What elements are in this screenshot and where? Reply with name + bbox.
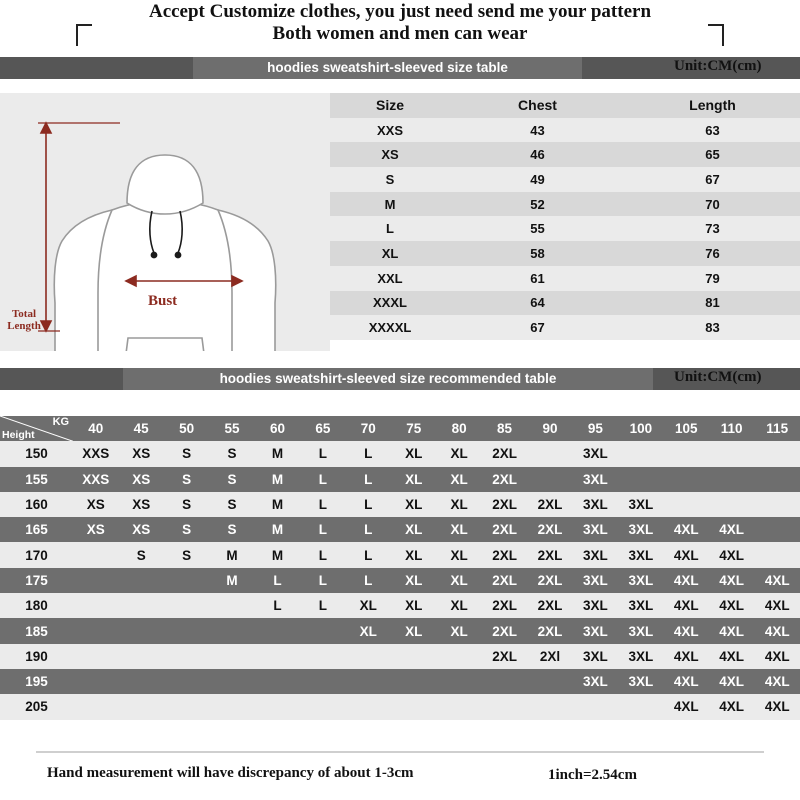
cell-length: 83	[705, 320, 720, 336]
size-cell: XL	[450, 547, 468, 563]
size-cell: XL	[405, 547, 423, 563]
weight-header: 50	[164, 416, 209, 441]
size-cell: XL	[450, 623, 468, 639]
size-cell: XS	[86, 522, 105, 538]
cell-length: 63	[705, 122, 720, 138]
size-cell: 4XL	[764, 648, 790, 664]
size-cell	[164, 618, 209, 643]
size-cell: L	[273, 572, 282, 588]
size-cell: 2XL	[492, 446, 517, 462]
size-cell: S	[182, 547, 192, 563]
size-cell	[709, 441, 754, 466]
recommended-header-row	[0, 416, 800, 441]
size-table-header-chest: Chest	[518, 97, 557, 114]
size-cell	[527, 694, 572, 719]
size-cell: 3XL	[583, 623, 608, 639]
recommended-size-table	[0, 416, 800, 720]
size-cell: L	[364, 522, 373, 538]
size-cell	[209, 618, 254, 643]
weight-header: 80	[436, 416, 481, 441]
size-cell	[391, 694, 436, 719]
weight-header: 65	[300, 416, 345, 441]
size-cell	[255, 694, 300, 719]
cell-chest: 52	[530, 196, 545, 212]
size-cell: S	[227, 446, 237, 462]
table-row	[330, 118, 800, 143]
weight-header: 70	[346, 416, 391, 441]
size-cell: 3XL	[628, 598, 654, 614]
corner-height-label: Height	[2, 429, 35, 442]
size-cell: M	[271, 522, 284, 538]
size-cell: 2XL	[492, 598, 517, 614]
table-row	[0, 542, 800, 567]
bust-label: Bust	[148, 293, 178, 309]
table-row	[330, 291, 800, 316]
weight-header: 90	[527, 416, 572, 441]
measurement-disclaimer: Hand measurement will have discrepancy of about 1-3cm	[47, 765, 414, 781]
size-cell: 4XL	[764, 674, 790, 690]
size-cell: 2XL	[537, 572, 563, 588]
size-cell	[300, 669, 345, 694]
size-cell	[73, 542, 118, 567]
size-cell	[73, 593, 118, 618]
section2-unit-label: Unit:CM(cm)	[674, 369, 762, 385]
size-cell: 4XL	[673, 572, 699, 588]
size-cell: XS	[132, 471, 151, 487]
size-cell: 3XL	[628, 572, 654, 588]
size-table-header-size: Size	[375, 97, 404, 114]
table-row	[0, 644, 800, 669]
hoodie-drawing	[0, 93, 330, 351]
table-row	[330, 192, 800, 217]
size-cell: 3XL	[628, 497, 654, 513]
header-bracket-left	[76, 24, 92, 46]
size-cell: M	[226, 547, 238, 563]
cell-size: S	[385, 171, 395, 187]
size-cell	[664, 492, 709, 517]
size-cell: S	[182, 522, 192, 538]
row-height: 165	[25, 522, 48, 538]
size-cell	[164, 669, 209, 694]
size-cell: 3XL	[628, 674, 654, 690]
size-cell	[391, 669, 436, 694]
weight-header: 75	[391, 416, 436, 441]
size-cell: L	[318, 522, 327, 538]
size-cell: 4XL	[719, 522, 745, 538]
corner-kg-label: KG	[52, 416, 70, 428]
size-cell: L	[364, 572, 373, 588]
row-height: 160	[25, 497, 48, 513]
table-row	[330, 241, 800, 266]
table-row	[0, 492, 800, 517]
size-cell: XL	[359, 623, 377, 639]
table-row	[0, 618, 800, 643]
cell-chest: 55	[530, 221, 545, 237]
size-cell: 3XL	[583, 648, 608, 664]
corner-cell-height-weight	[0, 416, 73, 441]
hoodie-illustration	[0, 93, 330, 351]
weight-header: 55	[209, 416, 254, 441]
row-height: 195	[25, 674, 48, 690]
size-cell: XL	[405, 497, 423, 513]
cell-size: L	[386, 221, 394, 237]
table-row	[0, 441, 800, 466]
table-row	[330, 315, 800, 340]
size-cell: L	[273, 598, 282, 614]
size-cell: S	[182, 497, 192, 513]
size-cell	[482, 669, 527, 694]
size-cell	[118, 568, 163, 593]
size-cell	[664, 441, 709, 466]
size-cell: 4XL	[673, 648, 699, 664]
size-cell: L	[364, 446, 373, 462]
weight-header: 85	[482, 416, 527, 441]
size-cell	[164, 568, 209, 593]
cell-size: XXL	[377, 270, 403, 286]
size-cell	[118, 593, 163, 618]
size-cell	[709, 492, 754, 517]
size-cell	[118, 694, 163, 719]
size-table-header-length: Length	[689, 97, 736, 114]
size-cell	[754, 517, 800, 542]
size-cell	[346, 644, 391, 669]
size-cell	[754, 542, 800, 567]
size-cell: L	[364, 471, 373, 487]
weight-header: 100	[618, 416, 663, 441]
size-cell: M	[271, 471, 284, 487]
size-cell: S	[227, 471, 237, 487]
size-cell	[482, 694, 527, 719]
row-height: 175	[25, 572, 48, 588]
size-cell: 4XL	[764, 572, 790, 588]
size-cell: 2XL	[492, 497, 517, 513]
weight-header: 45	[118, 416, 163, 441]
size-cell: XS	[132, 497, 151, 513]
size-cell: M	[271, 547, 284, 563]
cell-chest: 58	[530, 245, 545, 261]
size-cell: 2XL	[492, 623, 517, 639]
size-cell: 2XL	[492, 522, 517, 538]
size-cell	[300, 644, 345, 669]
size-cell: S	[227, 497, 237, 513]
size-cell: 4XL	[719, 623, 745, 639]
size-cell: 3XL	[583, 572, 608, 588]
cell-chest: 61	[530, 270, 545, 286]
size-cell: M	[271, 446, 284, 462]
size-cell	[164, 694, 209, 719]
size-cell	[164, 644, 209, 669]
size-cell: 2XL	[492, 471, 517, 487]
size-cell: 4XL	[673, 674, 699, 690]
size-cell	[164, 593, 209, 618]
cell-chest: 46	[530, 147, 545, 163]
row-height: 205	[25, 699, 48, 715]
weight-header: 40	[73, 416, 118, 441]
size-cell: M	[271, 497, 284, 513]
size-table-header-row	[330, 93, 800, 118]
row-height: 180	[25, 598, 48, 614]
row-height: 190	[25, 648, 48, 664]
size-cell: 4XL	[764, 598, 790, 614]
size-cell: 4XL	[719, 648, 745, 664]
size-cell: 2XL	[492, 547, 517, 563]
size-cell	[73, 618, 118, 643]
size-cell: S	[182, 471, 192, 487]
size-cell: 3XL	[583, 522, 608, 538]
size-cell: XL	[450, 598, 468, 614]
table-row	[0, 568, 800, 593]
size-cell: XL	[405, 598, 423, 614]
size-cell: 3XL	[628, 522, 654, 538]
size-cell: XL	[450, 497, 468, 513]
size-cell: 4XL	[673, 623, 699, 639]
section1-unit-label: Unit:CM(cm)	[674, 58, 762, 74]
size-cell: 2XL	[537, 547, 563, 563]
cell-length: 73	[705, 221, 720, 237]
cell-length: 70	[705, 196, 720, 212]
header-line-2: Both women and men can wear	[272, 23, 528, 44]
inch-conversion: 1inch=2.54cm	[548, 767, 637, 783]
section1-title: hoodies sweatshirt-sleeved size table	[193, 57, 582, 79]
size-cell: 3XL	[583, 497, 608, 513]
cell-chest: 43	[530, 122, 545, 138]
size-cell: 3XL	[628, 623, 654, 639]
size-cell	[209, 644, 254, 669]
size-cell	[664, 467, 709, 492]
size-cell: 4XL	[719, 598, 745, 614]
table-row	[0, 669, 800, 694]
size-cell: 3XL	[583, 598, 608, 614]
table-row	[330, 167, 800, 192]
size-cell: XS	[86, 497, 105, 513]
size-cell	[346, 669, 391, 694]
cell-chest: 64	[530, 295, 545, 311]
size-cell: 2XL	[537, 522, 563, 538]
size-cell: 4XL	[764, 699, 790, 715]
size-cell	[391, 644, 436, 669]
row-height: 150	[25, 446, 48, 462]
size-cell: XL	[405, 623, 423, 639]
size-cell: 4XL	[719, 674, 745, 690]
size-cell: L	[364, 497, 373, 513]
size-cell: L	[318, 598, 327, 614]
size-cell: 3XL	[583, 674, 608, 690]
cell-size: M	[384, 196, 396, 212]
size-cell: 2XL	[537, 598, 563, 614]
size-cell: XS	[132, 522, 151, 538]
size-cell: 4XL	[719, 572, 745, 588]
size-cell	[73, 568, 118, 593]
size-cell	[436, 669, 481, 694]
weight-header: 60	[255, 416, 300, 441]
size-cell: M	[226, 572, 238, 588]
cell-size: XS	[381, 147, 399, 163]
size-cell: XXS	[82, 471, 110, 487]
size-cell	[255, 669, 300, 694]
size-cell: 4XL	[673, 547, 699, 563]
table-row	[0, 593, 800, 618]
size-cell	[73, 644, 118, 669]
size-cell	[209, 694, 254, 719]
size-cell: XL	[450, 572, 468, 588]
size-cell: 2XL	[537, 623, 563, 639]
size-cell	[754, 441, 800, 466]
size-cell: XL	[450, 522, 468, 538]
table-row	[0, 467, 800, 492]
size-cell	[346, 694, 391, 719]
size-cell: S	[182, 446, 192, 462]
row-height: 155	[25, 471, 48, 487]
page-header	[0, 0, 800, 46]
size-cell	[255, 644, 300, 669]
cell-size: XXXL	[373, 295, 407, 311]
cell-length: 76	[705, 245, 720, 261]
size-cell: 3XL	[583, 547, 608, 563]
size-cell: XS	[132, 446, 151, 462]
weight-header: 95	[573, 416, 618, 441]
cell-length: 65	[705, 147, 720, 163]
size-cell: 4XL	[719, 699, 745, 715]
size-cell	[300, 618, 345, 643]
size-cell	[618, 694, 663, 719]
cell-length: 81	[705, 295, 720, 311]
size-cell: L	[318, 471, 327, 487]
footer-divider	[36, 751, 764, 753]
size-cell	[709, 467, 754, 492]
size-cell	[527, 441, 572, 466]
weight-header: 105	[664, 416, 709, 441]
size-cell: XL	[450, 446, 468, 462]
size-cell: XL	[405, 572, 423, 588]
size-cell: 3XL	[583, 446, 608, 462]
size-cell	[754, 467, 800, 492]
size-cell	[436, 694, 481, 719]
weight-header: 110	[709, 416, 754, 441]
cell-chest: 49	[530, 171, 545, 187]
size-cell	[527, 669, 572, 694]
row-height: 185	[25, 623, 48, 639]
row-height: 170	[25, 547, 48, 563]
size-cell: 4XL	[673, 699, 699, 715]
cell-length: 79	[705, 270, 720, 286]
size-cell	[618, 441, 663, 466]
size-cell: L	[318, 547, 327, 563]
cell-size: XXXXL	[368, 320, 412, 336]
cell-size: XXS	[376, 122, 403, 138]
size-cell: L	[318, 572, 327, 588]
size-cell: S	[136, 547, 146, 563]
table-row	[330, 216, 800, 241]
table-row	[0, 694, 800, 719]
size-cell: 3XL	[628, 648, 654, 664]
size-cell: 2XL	[492, 648, 517, 664]
size-cell: 4XL	[673, 522, 699, 538]
size-cell: S	[227, 522, 237, 538]
size-cell: L	[318, 497, 327, 513]
section2-title: hoodies sweatshirt-sleeved size recommended table	[123, 368, 653, 390]
size-cell: 2Xl	[539, 648, 561, 664]
size-cell: L	[364, 547, 373, 563]
weight-header: 115	[754, 416, 800, 441]
size-cell	[527, 467, 572, 492]
size-cell	[209, 669, 254, 694]
size-cell: XXS	[82, 446, 110, 462]
cell-length: 67	[705, 171, 720, 187]
size-cell	[436, 644, 481, 669]
size-cell	[255, 618, 300, 643]
size-cell	[618, 467, 663, 492]
cell-chest: 67	[530, 320, 545, 336]
total-length-label: Total Length	[7, 308, 41, 332]
size-cell	[118, 618, 163, 643]
size-cell	[118, 669, 163, 694]
size-cell: XL	[405, 522, 423, 538]
size-cell	[118, 644, 163, 669]
size-cell: XL	[405, 471, 423, 487]
size-cell	[300, 694, 345, 719]
header-bracket-right	[708, 24, 724, 46]
size-cell: 4XL	[673, 598, 699, 614]
size-cell: 2XL	[537, 497, 563, 513]
size-cell	[209, 593, 254, 618]
size-cell: 4XL	[764, 623, 790, 639]
size-cell	[754, 492, 800, 517]
size-cell	[73, 669, 118, 694]
cell-size: XL	[381, 245, 399, 261]
table-row	[0, 517, 800, 542]
size-cell: 3XL	[583, 471, 608, 487]
table-row	[330, 142, 800, 167]
size-cell	[73, 694, 118, 719]
header-line-1: Accept Customize clothes, you just need send me your pattern	[148, 1, 652, 22]
table-row	[330, 266, 800, 291]
size-cell: 3XL	[628, 547, 654, 563]
size-table	[330, 93, 800, 340]
size-cell: XL	[359, 598, 377, 614]
size-cell: 4XL	[719, 547, 745, 563]
size-cell: XL	[405, 446, 423, 462]
size-cell: 2XL	[492, 572, 517, 588]
size-cell	[573, 694, 618, 719]
size-cell: L	[318, 446, 327, 462]
size-cell: XL	[450, 471, 468, 487]
